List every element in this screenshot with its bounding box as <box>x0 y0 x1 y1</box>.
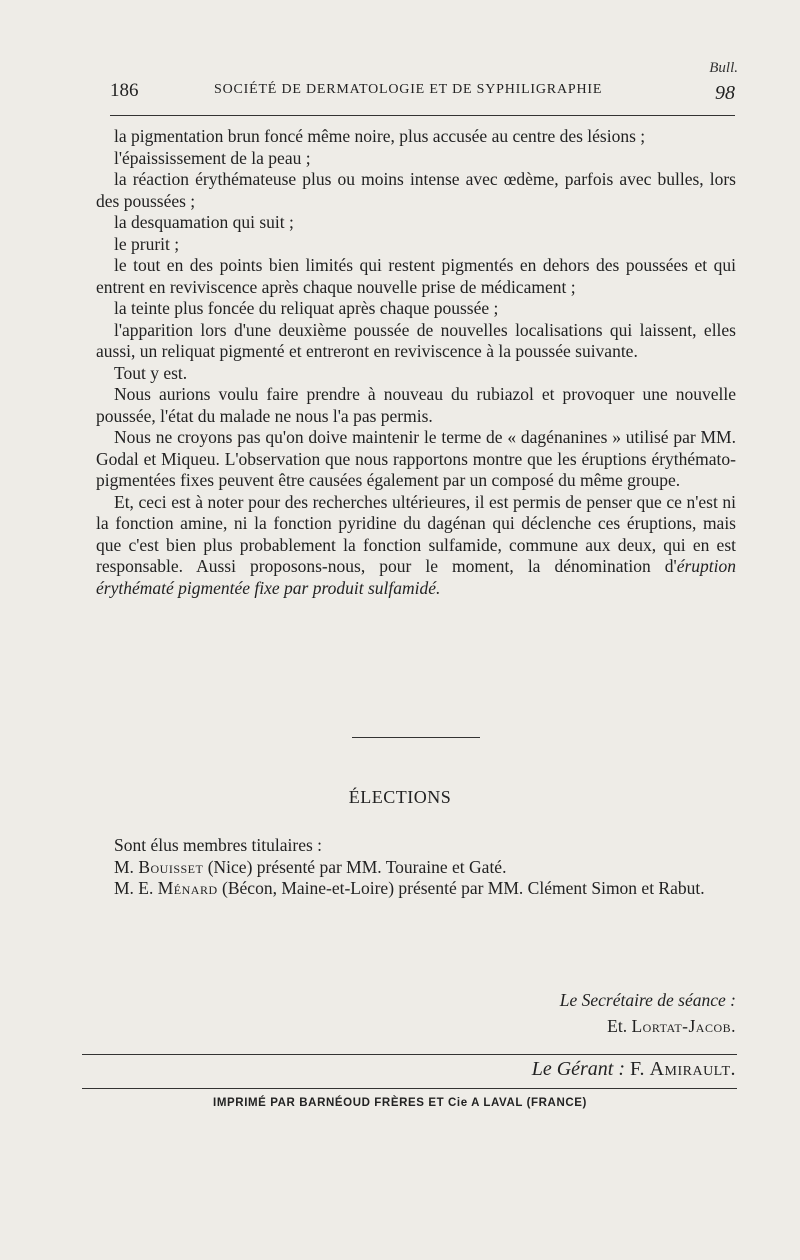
page-number-right: 98 <box>715 82 735 104</box>
member-details: (Nice) présenté par MM. Touraine et Gaté. <box>203 856 507 877</box>
member-prefix: M. <box>114 856 139 877</box>
paragraph: Tout y est. <box>114 362 188 383</box>
member-entry <box>96 878 736 900</box>
gerant-label: Le Gérant : <box>531 1058 631 1080</box>
footer-rule-top <box>82 1054 737 1055</box>
paragraph: la réaction érythémateuse plus ou moins intense avec œdème, parfois avec bulles, lors des poussées ; <box>96 169 736 211</box>
bull-note: Bull. <box>709 60 738 76</box>
paragraph-text: Et, ceci est à noter pour des recherches ultérieures, il est permis de penser que ce n'est ni la fonction amine, ni la fonction pyridine du dagénan qui déclenche ces éruptions, mais que c'est bien plus probablement la fonction sulfamide, commune aux deux, qui en est responsable. Aussi proposons-nous, pour le moment, la dénomination d' <box>96 491 736 576</box>
gerant-name: Amirault. <box>649 1058 736 1080</box>
separator-rule <box>352 737 480 738</box>
paragraph: l'apparition lors d'une deuxième poussée de nouvelles localisations qui laissent, elles aussi, un reliquat pigmenté et entreront en reviviscence à la poussée suivante. <box>96 319 736 361</box>
header-rule <box>110 115 735 116</box>
paragraph: Nous aurions voulu faire prendre à nouveau du rubiazol et provoquer une nouvelle poussée, l'état du malade ne nous l'a pas permis. <box>96 384 736 426</box>
paragraph: la teinte plus foncée du reliquat après chaque poussée ; <box>114 298 499 318</box>
section-title: ÉLECTIONS <box>348 787 452 807</box>
member-name: Bouisset <box>138 856 204 877</box>
italic-term: éruption érythématé pigmentée fixe par produit sulfamidé. <box>96 556 736 598</box>
member-details: (Bécon, Maine-et-Loire) présenté par MM. Clément Simon et Rabut. <box>217 878 705 898</box>
signature-prefix: Et. <box>607 1016 632 1036</box>
page-header <box>110 80 735 104</box>
page-number-left: 186 <box>110 80 139 101</box>
paragraph: le prurit ; <box>114 233 180 254</box>
secretary-signature <box>607 1016 736 1037</box>
secretary-role: Le Secrétaire de séance : <box>559 990 736 1010</box>
member-entry <box>96 857 736 879</box>
body-text <box>96 126 736 599</box>
gerant-line <box>532 1058 736 1081</box>
member-prefix: M. E. <box>114 878 158 898</box>
paragraph <box>96 492 736 600</box>
paragraph: le tout en des points bien limités qui restent pigmentés en dehors des poussées et qui entrent en reviviscence après chaque nouvelle prise de médicament ; <box>96 255 736 297</box>
paragraph: Nous ne croyons pas qu'on doive maintenir le terme de « dagénanines » utilisé par MM. Godal et Miqueu. L'observation que nous rapportons montre que les éruptions érythémato-pigmentées fixes peuvent être causées également par un composé du même groupe. <box>96 427 736 490</box>
elections-intro: Sont élus membres titulaires : <box>114 835 323 855</box>
paragraph: l'épaississement de la peau ; <box>114 147 311 168</box>
paragraph: la desquamation qui suit ; <box>114 212 294 232</box>
printer-imprint: IMPRIMÉ PAR BARNÉOUD FRÈRES ET Cie A LAVAL (FRANCE) <box>213 1097 587 1109</box>
footer-rule-bottom <box>82 1088 737 1089</box>
paragraph: la pigmentation brun foncé même noire, plus accusée au centre des lésions ; <box>114 126 646 146</box>
elections-section <box>96 835 736 900</box>
member-name: Ménard <box>157 878 218 898</box>
gerant-prefix: F. <box>630 1058 650 1080</box>
signature-name: Lortat-Jacob. <box>631 1016 736 1036</box>
running-title: SOCIÉTÉ DE DERMATOLOGIE ET DE SYPHILIGRAPHIE <box>214 82 603 97</box>
